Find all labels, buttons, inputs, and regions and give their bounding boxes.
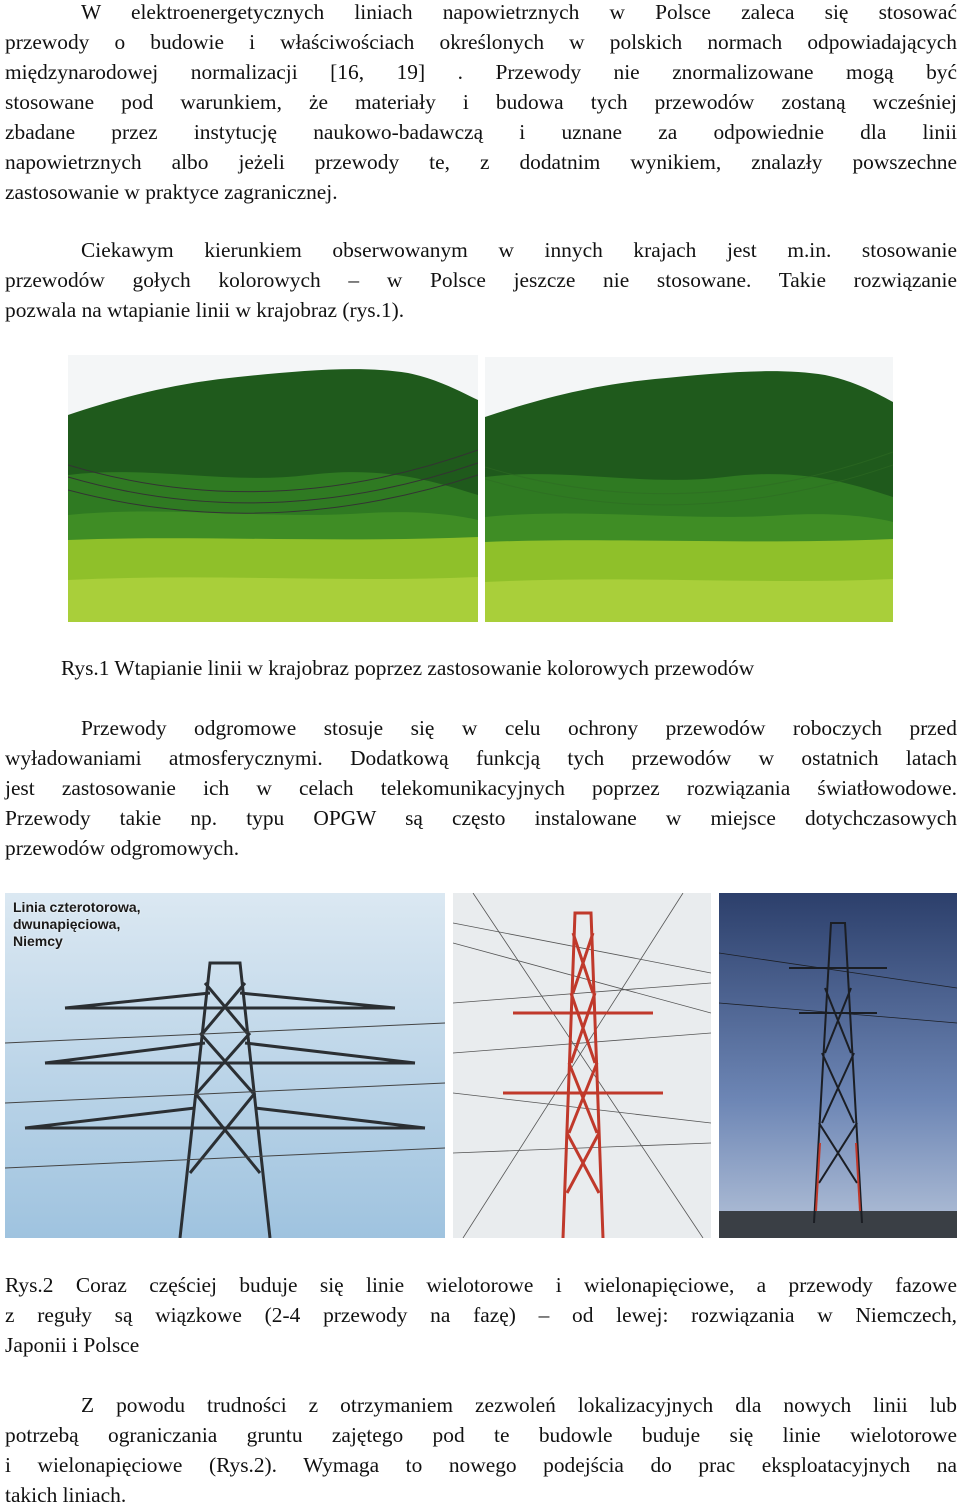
- text-line: przewody o budowie i właściwościach określonych w polskich normach odpowiadających: [5, 30, 957, 54]
- text-line: zastosowanie w praktyce zagranicznej.: [5, 180, 338, 204]
- tower-photo-japan: [453, 893, 711, 1238]
- photo-label: Linia czterotorowa, dwunapięciowa, Niemcy: [13, 899, 141, 949]
- text-line: pozwala na wtapianie linii w krajobraz (rys.1).: [5, 298, 405, 322]
- tower-photo-germany: [5, 893, 445, 1238]
- text-line: Przewody odgromowe stosuje się w celu ochrony przewodów roboczych przed: [81, 716, 957, 740]
- text-line: Rys.2 Coraz częściej buduje się linie wielotorowe i wielonapięciowe, a przewody fazowe: [5, 1273, 957, 1297]
- paragraph-3: [5, 713, 957, 863]
- paragraph-2: [5, 235, 957, 325]
- text-line: napowietrznych albo jeżeli przewody te, z dodatnim wynikiem, znalazły powszechne: [5, 150, 957, 174]
- text-line: międzynarodowej normalizacji [16, 19] . Przewody nie znormalizowane mogą być: [5, 60, 957, 84]
- tower-photo-poland: [719, 893, 957, 1238]
- text-line: przewodów odgromowych.: [5, 836, 240, 860]
- text-line: jest zastosowanie ich w celach telekomunikacyjnych poprzez rozwiązania światłowodowe.: [5, 776, 957, 800]
- figure-1-caption: Rys.1 Wtapianie linii w krajobraz poprzez zastosowanie kolorowych przewodów: [61, 656, 755, 680]
- text-line: stosowane pod warunkiem, że materiały i budowa tych przewodów zostaną wcześniej: [5, 90, 957, 114]
- landscape-photo-left: [68, 355, 478, 622]
- landscape-photo-right: [485, 357, 893, 622]
- figure-2-caption: [5, 1270, 957, 1360]
- text-line: Ciekawym kierunkiem obserwowanym w innych krajach jest m.in. stosowanie: [81, 238, 957, 262]
- paragraph-1: [5, 0, 957, 207]
- text-line: wyładowaniami atmosferycznymi. Dodatkową funkcją tych przewodów w ostatnich latach: [5, 746, 957, 770]
- text-line: z reguły są wiązkowe (2-4 przewody na fazę) – od lewej: rozwiązania w Niemczech,: [5, 1303, 957, 1327]
- text-line: potrzebą ograniczania gruntu zajętego pod te budowle buduje się linie wielotorowe: [5, 1423, 957, 1447]
- text-line: Przewody takie np. typu OPGW są często instalowane w miejsce dotychczasowych: [5, 806, 957, 830]
- text-line: i wielonapięciowe (Rys.2). Wymaga to nowego podejścia do prac eksploatacyjnych na: [5, 1453, 957, 1477]
- text-line: zbadane przez instytucję naukowo-badawczą i uznane za odpowiednie dla linii: [5, 120, 957, 144]
- paragraph-4: [5, 1390, 957, 1510]
- text-line: takich liniach.: [5, 1483, 127, 1507]
- text-line: W elektroenergetycznych liniach napowietrznych w Polsce zaleca się stosować: [81, 0, 957, 24]
- text-line: przewodów gołych kolorowych – w Polsce jeszcze nie stosowane. Takie rozwiązanie: [5, 268, 957, 292]
- text-line: Z powodu trudności z otrzymaniem zezwoleń lokalizacyjnych dla nowych linii lub: [81, 1393, 957, 1417]
- text-line: Japonii i Polsce: [5, 1333, 140, 1357]
